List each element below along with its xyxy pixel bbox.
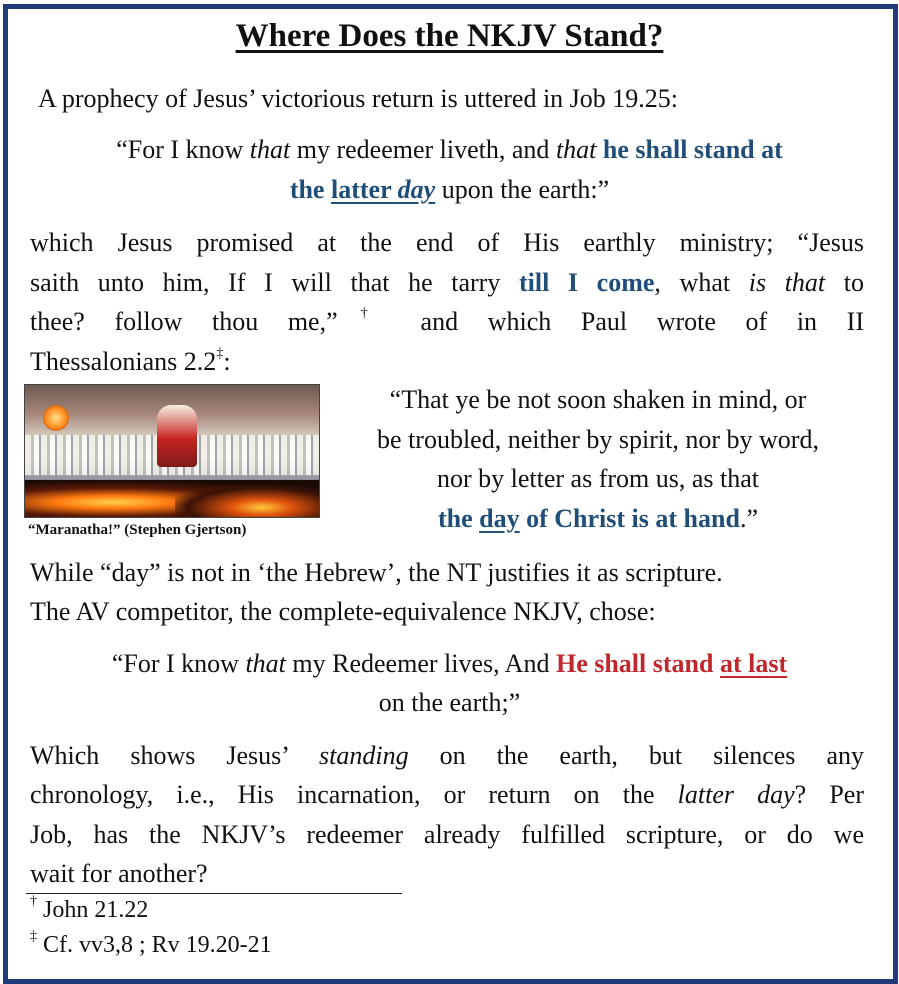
para2-line4: Thessalonians 2.2‡: xyxy=(30,346,231,376)
intro-text: A prophecy of Jesus’ victorious return is uttered in Job 19.25: xyxy=(38,84,679,113)
para3-line1: While “day” is not in ‘the Hebrew’, the NT justifies it as scripture. xyxy=(30,558,723,587)
quote2-line3: nor by letter as from us, as that xyxy=(436,464,760,493)
para2-line1: which Jesus promised at the end of His earthly ministry; “Jesus xyxy=(30,228,864,257)
quote2-line1: “That ye be not soon shaken in mind, or xyxy=(389,385,807,414)
footnote-2: ‡ Cf. vv3,8 ; Rv 19.20-21 xyxy=(30,929,272,958)
para4-line1: Which shows Jesus’ standing on the earth, but silences any xyxy=(30,741,864,770)
image-caption: “Maranatha!” (Stephen Gjertson) xyxy=(28,522,247,538)
quote1-line2: the latter day upon the earth:” xyxy=(289,175,610,204)
quote3-line2: on the earth;” xyxy=(378,688,521,717)
para4-line4: wait for another? xyxy=(30,859,208,888)
footnote-1: † John 21.22 xyxy=(30,894,149,923)
quote2-line4: the day of Christ is at hand.” xyxy=(437,504,758,533)
para2-line3: thee? follow thou me,”† and which Paul wrote of in II xyxy=(30,306,864,336)
para4-line2: chronology, i.e., His incarnation, or return on the latter day? Per xyxy=(30,780,865,809)
footnote-divider xyxy=(26,893,402,894)
quote2-line2: be troubled, neither by spirit, nor by word, xyxy=(377,425,819,454)
quote1-line1: “For I know that my redeemer liveth, and that he shall stand at xyxy=(116,135,783,164)
para3-line2: The AV competitor, the complete-equivalence NKJV, chose: xyxy=(30,597,656,626)
page-title: Where Does the NKJV Stand? xyxy=(235,18,664,54)
quote3-line1: “For I know that my Redeemer lives, And He shall stand at last xyxy=(111,649,788,678)
para4-line3: Job, has the NKJV’s redeemer already fulfilled scripture, or do we xyxy=(30,820,864,849)
para2-line2: saith unto him, If I will that he tarry till I come, what is that to xyxy=(30,268,864,297)
maranatha-painting-image xyxy=(24,384,320,518)
